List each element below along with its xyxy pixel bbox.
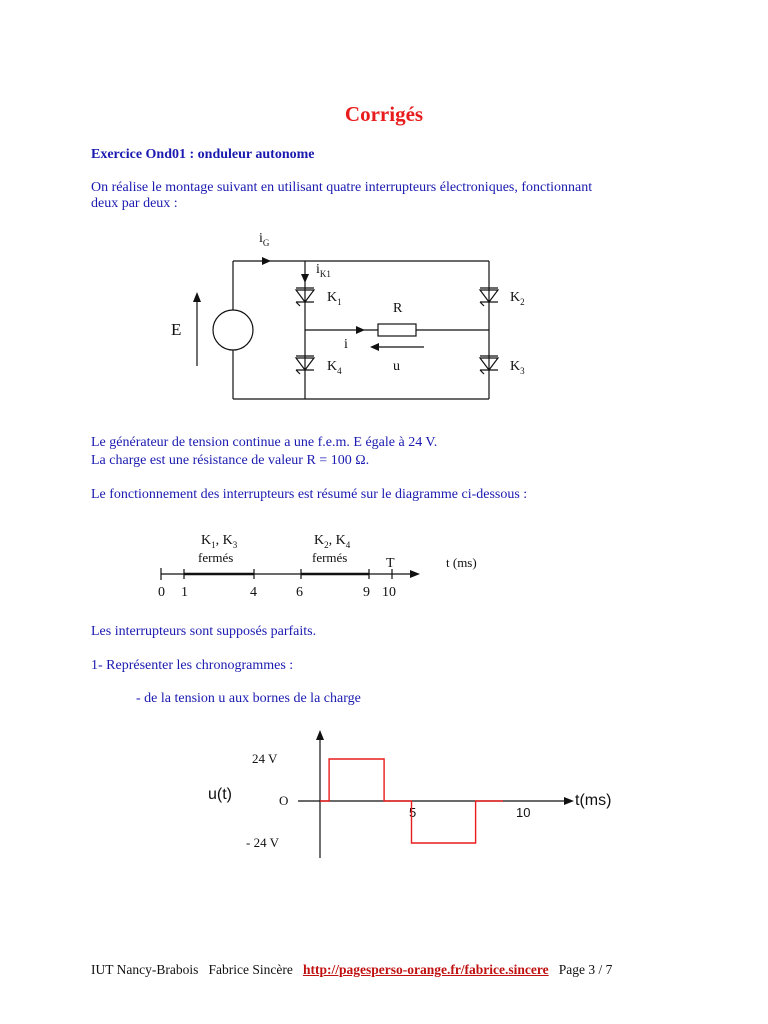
intro-line-1: On réalise le montage suivant en utilisant quatre interrupteurs électroniques, fonctionnant xyxy=(91,180,593,195)
label-r: R xyxy=(393,301,403,316)
load-text: La charge est une résistance de valeur R = 100 Ω. xyxy=(91,453,370,468)
timeline-tick: 6 xyxy=(296,585,303,600)
origin-label: O xyxy=(279,793,289,808)
exercise-heading: Exercice Ond01 : onduleur autonome xyxy=(91,147,315,162)
ik1-arrow-icon xyxy=(301,274,309,283)
footer-author: Fabrice Sincère xyxy=(208,962,293,977)
period-label: T xyxy=(386,556,395,571)
xlabel: t(ms) xyxy=(575,792,612,809)
y-axis-arrow-icon xyxy=(316,730,324,740)
ylabel: u(t) xyxy=(208,786,232,803)
label-ig: $i_G$ xyxy=(259,231,270,248)
timeline-tick: 9 xyxy=(363,585,370,600)
label-ik1: $i_{K1}$ xyxy=(316,262,331,279)
group1-switches: $K_1$, $K_3$ xyxy=(201,533,238,550)
e-arrow-head xyxy=(193,292,201,302)
u-arrow-icon xyxy=(370,343,379,351)
x-tick-label-5: 5 xyxy=(409,805,417,820)
group2-state: fermés xyxy=(312,550,348,565)
x-tick-label-10: 10 xyxy=(516,805,531,820)
question-1a: - de la tension u aux bornes de la charge xyxy=(136,691,361,706)
footer xyxy=(91,962,612,978)
generator-text: Le générateur de tension continue a une f.e.m. E égale à 24 V. xyxy=(91,435,438,450)
footer-institution: IUT Nancy-Brabois xyxy=(91,962,199,977)
footer-page: Page 3 / 7 xyxy=(558,962,613,977)
x-axis-arrow-icon xyxy=(564,797,574,805)
perfect-switches-text: Les interrupteurs sont supposés parfaits. xyxy=(91,624,317,639)
voltage-chronogram xyxy=(0,720,768,870)
timeline-tick: 1 xyxy=(181,585,188,600)
page-title: Corrigés xyxy=(344,102,424,126)
label-u: u xyxy=(393,359,400,374)
timeline-tick: 0 xyxy=(158,585,165,600)
circuit-diagram xyxy=(0,0,768,420)
i-arrow-icon xyxy=(356,326,365,334)
label-e: E xyxy=(171,320,182,339)
label-i: i xyxy=(344,337,348,352)
question-1: 1- Représenter les chronogrammes : xyxy=(91,658,294,673)
timeline-tick: 10 xyxy=(382,585,396,600)
ig-arrow-icon xyxy=(262,257,271,265)
label-k4: $K_4$ xyxy=(327,359,342,376)
intro-line-2: deux par deux : xyxy=(91,196,178,211)
switch-timeline xyxy=(0,520,768,610)
footer-link[interactable]: http://pagesperso-orange.fr/fabrice.sincere xyxy=(302,962,549,977)
diagram-intro: Le fonctionnement des interrupteurs est résumé sur le diagramme ci-dessous : xyxy=(91,487,528,502)
group2-switches: $K_2$, $K_4$ xyxy=(314,533,351,550)
y-tick-label-top: 24 V xyxy=(252,751,278,766)
group1-state: fermés xyxy=(198,550,234,565)
timeline-tick: 4 xyxy=(250,585,257,600)
label-k2: $K_2$ xyxy=(510,290,525,307)
label-k3: $K_3$ xyxy=(510,359,525,376)
timeline-axis-label: t (ms) xyxy=(446,555,477,570)
label-k1: $K_1$ xyxy=(327,290,342,307)
timeline-arrow-icon xyxy=(410,570,420,578)
y-tick-label-bottom: - 24 V xyxy=(246,835,279,850)
